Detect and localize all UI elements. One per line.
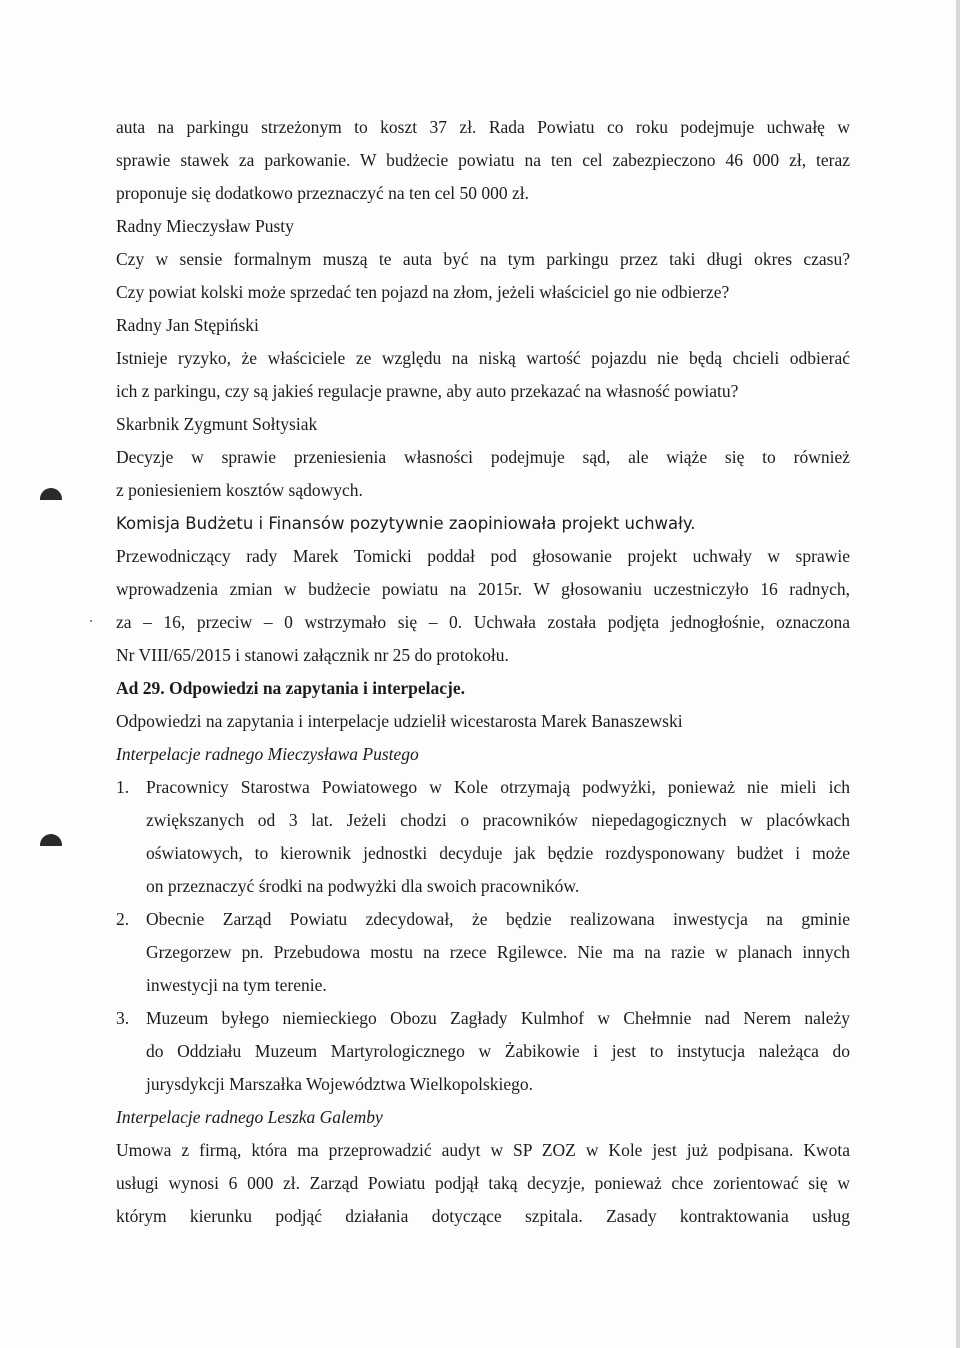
paragraph-line: Czy w sensie formalnym muszą te auta być na tym parkingu przez taki długi okres czasu? [116,249,850,269]
paragraph-line: proponuje się dodatkowo przeznaczyć na ten cel 50 000 zł. [116,183,530,203]
list-item-line: oświatowych, to kierownik jednostki decyduje jak będzie rozdysponowany budżet i może [146,843,850,863]
speaker-name: Radny Jan Stępiński [116,315,259,335]
list-item-line: zwiększanych od 3 lat. Jeżeli chodzi o pracowników niepedagogicznych w placówkach [146,810,850,830]
paragraph-line: z poniesieniem kosztów sądowych. [116,480,363,500]
paragraph-line: Istnieje ryzyko, że właściciele ze względu na niską wartość pojazdu nie będą chcieli odbierać [116,348,850,368]
document-body [116,111,850,1233]
paragraph-line: ich z parkingu, czy są jakieś regulacje prawne, aby auto przekazać na własność powiatu? [116,381,739,401]
paragraph-line: za – 16, przeciw – 0 wstrzymało się – 0. Uchwała została podjęta jednogłośnie, oznaczona [116,612,850,632]
list-item-line: Pracownicy Starostwa Powiatowego w Kole otrzymają podwyżki, ponieważ nie mieli ich [146,777,850,797]
subsection-heading: Interpelacje radnego Mieczysława Pustego [116,744,419,764]
paragraph-line: Odpowiedzi na zapytania i interpelacje udzielił wicestarosta Marek Banaszewski [116,711,683,731]
list-item-line: on przeznaczyć środki na podwyżki dla swoich pracowników. [146,876,580,896]
speaker-name: Skarbnik Zygmunt Sołtysiak [116,414,318,434]
paragraph-line: Czy powiat kolski może sprzedać ten pojazd na złom, jeżeli właściciel go nie odbierze? [116,282,730,302]
list-item-line: do Oddziału Muzeum Martyrologicznego w Żabikowie i jest to instytucja należąca do [146,1041,850,1061]
punch-hole-mark [40,834,62,846]
list-item-line: Obecnie Zarząd Powiatu zdecydował, że będzie realizowana inwestycja na gminie [146,909,850,929]
paragraph-line: auta na parkingu strzeżonym to koszt 37 zł. Rada Powiatu co roku podejmuje uchwałę w [116,117,850,137]
paragraph-line: Nr VIII/65/2015 i stanowi załącznik nr 25 do protokołu. [116,645,509,665]
scan-speck [90,620,92,622]
subsection-heading: Interpelacje radnego Leszka Galemby [116,1107,383,1127]
list-item-line: inwestycji na tym terenie. [146,975,327,995]
list-item-number: 3. [116,1008,130,1028]
list-item-line: jurysdykcji Marszałka Województwa Wielkopolskiego. [146,1074,534,1094]
paragraph-line: Decyzje w sprawie przeniesienia własności podejmuje sąd, ale wiąże się to również [116,447,850,467]
list-item [116,771,850,903]
paragraph-line: wprowadzenia zmian w budżecie powiatu na 2015r. W głosowaniu uczestniczyło 16 radnych, [116,579,850,599]
list-item-line: Muzeum byłego niemieckiego Obozu Zagłady Kulmhof w Chełmnie nad Nerem należy [146,1008,850,1028]
paragraph-line: którym kierunku podjąć działania dotyczące szpitala. Zasady kontraktowania usług [116,1206,850,1226]
paragraph-line: Przewodniczący rady Marek Tomicki poddał pod głosowanie projekt uchwały w sprawie [116,546,850,566]
list-item-number: 1. [116,777,130,797]
section-heading: Ad 29. Odpowiedzi na zapytania i interpelacje. [116,678,466,698]
paragraph-line: usługi wynosi 6 000 zł. Zarząd Powiatu podjął taką decyzje, ponieważ chce zorientować się w [116,1173,850,1193]
committee-opinion: Komisja Budżetu i Finansów pozytywnie zaopiniowała projekt uchwały. [116,514,696,533]
list-item [116,903,850,1002]
list-item-line: Grzegorzew pn. Przebudowa mostu na rzece Rgilewce. Nie ma na razie w planach innych [146,942,850,962]
paragraph-line: Umowa z firmą, która ma przeprowadzić audyt w SP ZOZ w Kole jest już podpisana. Kwota [116,1140,850,1160]
paragraph-line: sprawie stawek za parkowanie. W budżecie powiatu na ten cel zabezpieczono 46 000 zł, teraz [116,150,850,170]
list-item-number: 2. [116,909,130,929]
speaker-name: Radny Mieczysław Pusty [116,216,294,236]
list-item [116,1002,850,1101]
page-edge-shadow [956,0,960,1348]
punch-hole-mark [40,488,62,500]
